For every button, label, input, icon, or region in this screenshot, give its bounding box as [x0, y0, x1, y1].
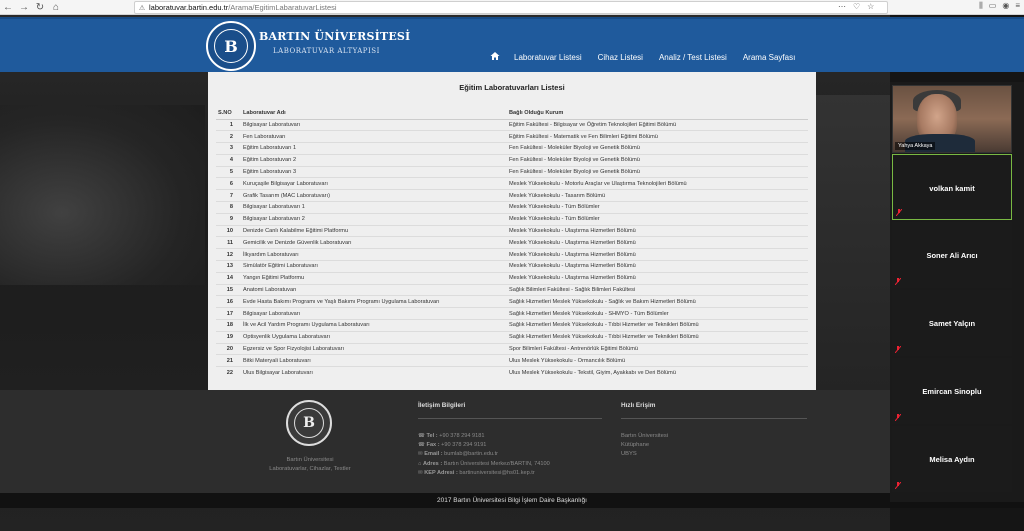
table-row: [216, 237, 808, 249]
table-row: [216, 202, 808, 214]
lab-unit: Spor Bilimleri Fakültesi - Antrenörlük Eğitimi Bölümü: [507, 343, 808, 355]
lab-number: 3: [216, 143, 241, 155]
lab-name: Eğitim Laboratuvarı 2: [241, 154, 507, 166]
page-title: Eğitim Laboratuvarları Listesi: [459, 83, 565, 92]
university-logo[interactable]: [206, 21, 256, 71]
contact-label: KEP Adresi :: [424, 469, 458, 476]
lab-name: Optisyenlik Uygulama Laboratuvarı: [241, 331, 507, 343]
main-menu: [490, 52, 811, 62]
table-row: [216, 296, 808, 308]
lab-name: Simülatör Eğitimi Laboratuvarı: [241, 261, 507, 273]
participant-name: Soner Ali Arıcı: [926, 251, 978, 260]
table-row: [216, 284, 808, 296]
lab-number: 13: [216, 261, 241, 273]
footer-logo-mark: B: [294, 408, 324, 438]
mic-muted-icon: [895, 414, 901, 421]
lab-name: Gemicilik ve Denizde Güvenlik Laboratuvarı: [241, 237, 507, 249]
sidebar-icon[interactable]: ▭: [988, 1, 997, 10]
lab-number: 14: [216, 272, 241, 284]
lab-unit: Meslek Yüksekokulu - Tüm Bölümler: [507, 202, 808, 214]
reload-icon[interactable]: ↻: [35, 1, 45, 13]
url-path: /Arama/EgitimLabaratuvarListesi: [228, 3, 337, 12]
table-row: [216, 261, 808, 273]
lab-unit: Meslek Yüksekokulu - Motorlu Araçlar ve Ulaştırma Teknolojileri Bölümü: [507, 178, 808, 190]
participant-tile[interactable]: [892, 222, 1012, 288]
table-row: [216, 119, 808, 131]
forward-icon[interactable]: →: [19, 1, 29, 13]
participant-name: volkan kamit: [929, 184, 975, 193]
lab-name: Evde Hasta Bakımı Programı ve Yaşlı Bakımı Programı Uygulama Laboratuvarı: [241, 296, 507, 308]
address-bar[interactable]: [134, 1, 888, 14]
lab-unit: Meslek Yüksekokulu - Tüm Bölümler: [507, 213, 808, 225]
lab-name: Ulus Bilgisayar Laboratuvarı: [241, 367, 507, 379]
participant-tile[interactable]: [892, 154, 1012, 220]
lab-unit: Meslek Yüksekokulu - Ulaştırma Hizmetleri Bölümü: [507, 225, 808, 237]
lab-unit: Ulus Meslek Yüksekokulu - Ormancılık Bölümü: [507, 355, 808, 367]
quick-links: [621, 432, 668, 460]
account-icon[interactable]: ◉: [1002, 1, 1010, 10]
lab-name: Kuruçaşile Bilgisayar Laboratuvarı: [241, 178, 507, 190]
table-row: [216, 249, 808, 261]
contact-list: [418, 432, 550, 478]
footer-uni-line1: Bartın Üniversitesi: [286, 457, 334, 463]
table-row: [216, 131, 808, 143]
lab-number: 17: [216, 308, 241, 320]
mic-muted-icon: [895, 278, 901, 285]
contact-divider: [418, 418, 602, 419]
table-row: [216, 308, 808, 320]
menu-cihaz-listesi[interactable]: Cihaz Listesi: [597, 52, 643, 62]
mic-muted-icon: [895, 482, 901, 489]
menu-arama-sayfasi[interactable]: Arama Sayfası: [742, 52, 796, 62]
lab-number: 4: [216, 154, 241, 166]
site-header: [0, 17, 1024, 72]
table-row: [216, 154, 808, 166]
lab-unit: Ulus Meslek Yüksekokulu - Tekstil, Giyim, Ayakkabı ve Deri Bölümü: [507, 367, 808, 379]
quick-link-library[interactable]: Kütüphane: [621, 442, 650, 449]
participant-tile-video[interactable]: [892, 85, 1012, 153]
browser-right-tools: [979, 1, 1020, 11]
contact-value[interactable]: bartinuniversitesi@hs01.kep.tr: [459, 469, 535, 476]
lab-number: 10: [216, 225, 241, 237]
more-icon[interactable]: ⋯: [838, 2, 846, 11]
participant-tile[interactable]: [892, 290, 1012, 356]
contact-value: Bartın Üniversitesi Merkez/BARTIN, 74100: [443, 460, 550, 467]
logo-mark: B: [214, 29, 248, 63]
lab-unit: Eğitim Fakültesi - Bilgisayar ve Öğretim Teknolojileri Eğitimi Bölümü: [507, 119, 808, 131]
menu-icon[interactable]: ≡: [1015, 1, 1020, 10]
library-icon[interactable]: ⫼: [979, 1, 983, 10]
url-host: laboratuvar.bartin.edu.tr: [149, 3, 229, 12]
lab-number: 7: [216, 190, 241, 202]
lab-number: 16: [216, 296, 241, 308]
contact-value[interactable]: bumlab@bartin.edu.tr: [444, 451, 499, 458]
lab-number: 21: [216, 355, 241, 367]
lab-number: 12: [216, 249, 241, 261]
lab-number: 2: [216, 131, 241, 143]
bookmark-star-icon[interactable]: ☆: [867, 2, 875, 11]
lab-number: 9: [216, 213, 241, 225]
site-subtitle: LABORATUVAR ALTYAPISI: [273, 47, 380, 55]
footer-logo: [286, 400, 332, 446]
lab-unit: Sağlık Hizmetleri Meslek Yüksekokulu - Tıbbi Hizmetler ve Teknikleri Bölümü: [507, 320, 808, 332]
lab-unit: Meslek Yüksekokulu - Ulaştırma Hizmetleri Bölümü: [507, 261, 808, 273]
lab-number: 22: [216, 367, 241, 379]
pocket-icon[interactable]: ♡: [853, 2, 861, 11]
lab-unit: Meslek Yüksekokulu - Ulaştırma Hizmetleri Bölümü: [507, 272, 808, 284]
table-row: [216, 213, 808, 225]
table-header-row: [216, 108, 808, 119]
lab-unit: Sağlık Hizmetleri Meslek Yüksekokulu - SHMYO - Tüm Bölümler: [507, 308, 808, 320]
table-row: [216, 343, 808, 355]
participant-tile[interactable]: [892, 426, 1012, 492]
mic-muted-icon: [895, 346, 901, 353]
contact-value: +90 378 294 9191: [441, 442, 487, 449]
lock-icon: ⚠: [138, 4, 146, 12]
contact-title: İletişim Bilgileri: [418, 402, 466, 409]
lab-unit: Fen Fakültesi - Moleküler Biyoloji ve Genetik Bölümü: [507, 154, 808, 166]
table-row: [216, 178, 808, 190]
lab-name: Bitki Materyali Laboratuvarı: [241, 355, 507, 367]
table-row: [216, 355, 808, 367]
lab-unit: Meslek Yüksekokulu - Ulaştırma Hizmetleri Bölümü: [507, 237, 808, 249]
column-header-unit: Bağlı Olduğu Kurum: [507, 108, 808, 119]
participant-name: Yahya Akkaya: [895, 142, 935, 150]
copyright-bar: [0, 493, 1024, 508]
table-row: [216, 320, 808, 332]
quick-link-ubys[interactable]: UBYS: [621, 451, 637, 458]
address-actions: [838, 2, 874, 11]
copyright-text: 2017 Bartın Üniversitesi Bilgi İşlem Daire Başkanlığı: [437, 497, 587, 504]
lab-name: Eğitim Laboratuvarı 1: [241, 143, 507, 155]
lab-name: Eğitim Laboratuvarı 3: [241, 166, 507, 178]
home-icon[interactable]: [490, 51, 500, 61]
table-row: [216, 143, 808, 155]
quick-access-title: Hızlı Erişim: [621, 402, 656, 409]
quick-access-divider: [621, 418, 807, 419]
contact-item: ☎ Fax : +90 378 294 9191: [418, 442, 487, 449]
contact-label: Tel :: [426, 433, 438, 439]
lab-name: Bilgisayar Laboratuvarı 1: [241, 202, 507, 214]
lab-name: İlkyardım Laboratuvarı: [241, 249, 507, 261]
column-header-name: Laboratuvar Adı: [241, 108, 507, 119]
main-content: [208, 72, 816, 390]
quick-link-university[interactable]: Bartın Üniversitesi: [621, 433, 669, 439]
site-footer: [0, 390, 890, 493]
lab-unit: Eğitim Fakültesi - Matematik ve Fen Bilimleri Eğitimi Bölümü: [507, 131, 808, 143]
lab-unit: Fen Fakültesi - Moleküler Biyoloji ve Genetik Bölümü: [507, 143, 808, 155]
lab-number: 18: [216, 320, 241, 332]
table-row: [216, 331, 808, 343]
contact-label: Adres :: [422, 460, 443, 467]
table-row: [216, 190, 808, 202]
lab-name: Yangın Eğitimi Platformu: [241, 272, 507, 284]
lab-unit: Fen Fakültesi - Moleküler Biyoloji ve Genetik Bölümü: [507, 166, 808, 178]
lab-number: 1: [216, 119, 241, 131]
lab-name: Bilgisayar Laboratuvarı: [241, 308, 507, 320]
lab-unit: Meslek Yüksekokulu - Ulaştırma Hizmetleri Bölümü: [507, 249, 808, 261]
mic-muted-icon: [896, 209, 902, 216]
footer-uni-line2: Laboratuvarlar, Cihazlar, Testler: [269, 466, 351, 472]
contact-item: ✉ KEP Adresi : bartinuniversitesi@hs01.kep.tr: [418, 469, 535, 476]
home-browser-icon[interactable]: ⌂: [52, 1, 60, 13]
lab-name: Anatomi Laboratuvarı: [241, 284, 507, 296]
lab-unit: Sağlık Bilimleri Fakültesi - Sağlık Bilimleri Fakültesi: [507, 284, 808, 296]
lab-name: Fen Laboratuvarı: [241, 131, 507, 143]
background-photo-right: [816, 95, 890, 395]
background-photo: [0, 105, 205, 285]
contact-value: +90 378 294 9181: [439, 433, 485, 439]
contact-label: Email :: [424, 451, 443, 458]
contact-item: ✉ Email : bumlab@bartin.edu.tr: [418, 451, 499, 458]
participant-name: Emircan Sinoplu: [922, 387, 982, 396]
table-row: [216, 367, 808, 379]
column-header-no: S.NO: [216, 108, 241, 119]
participant-name: Samet Yalçın: [928, 319, 976, 328]
table-body: [216, 119, 808, 379]
table-row: [216, 166, 808, 178]
participant-name: Melisa Aydın: [929, 455, 975, 464]
footer-university: [258, 456, 362, 474]
contact-label: Fax :: [426, 442, 440, 449]
lab-name: İlk ve Acil Yardım Programı Uygulama Laboratuvarı: [241, 320, 507, 332]
lab-number: 6: [216, 178, 241, 190]
lab-unit: Sağlık Hizmetleri Meslek Yüksekokulu - Sağlık ve Bakım Hizmetleri Bölümü: [507, 296, 808, 308]
lab-number: 5: [216, 166, 241, 178]
participants-panel: [890, 82, 1024, 502]
participant-tile[interactable]: [892, 358, 1012, 424]
lab-name: Bilgisayar Laboratuvarı 2: [241, 213, 507, 225]
lab-number: 20: [216, 343, 241, 355]
lab-name: Grafik Tasarım (MAC Laboratuvarı): [241, 190, 507, 202]
lab-name: Denizde Canlı Kalabilme Eğitimi Platformu: [241, 225, 507, 237]
lab-number: 15: [216, 284, 241, 296]
lab-unit: Sağlık Hizmetleri Meslek Yüksekokulu - Tıbbi Hizmetler ve Teknikleri Bölümü: [507, 331, 808, 343]
menu-analiz-test-listesi[interactable]: Analiz / Test Listesi: [658, 52, 727, 62]
lab-number: 11: [216, 237, 241, 249]
table-row: [216, 225, 808, 237]
table-row: [216, 272, 808, 284]
university-name: BARTIN ÜNİVERSİTESİ: [259, 30, 411, 43]
menu-laboratuvar-listesi[interactable]: Laboratuvar Listesi: [514, 52, 582, 62]
lab-unit: Meslek Yüksekokulu - Tasarım Bölümü: [507, 190, 808, 202]
back-icon[interactable]: ←: [3, 1, 13, 13]
lab-name: Egzersiz ve Spor Fizyolojisi Laboratuvarı: [241, 343, 507, 355]
lab-number: 19: [216, 331, 241, 343]
contact-item: ⌂ Adres : Bartın Üniversitesi Merkez/BARTIN, 74100: [418, 460, 550, 467]
lab-name: Bilgisayar Laboratuvarı: [241, 119, 507, 131]
lab-number: 8: [216, 202, 241, 214]
lab-table: [216, 108, 808, 379]
contact-item: ☎ Tel : +90 378 294 9181: [418, 433, 485, 439]
